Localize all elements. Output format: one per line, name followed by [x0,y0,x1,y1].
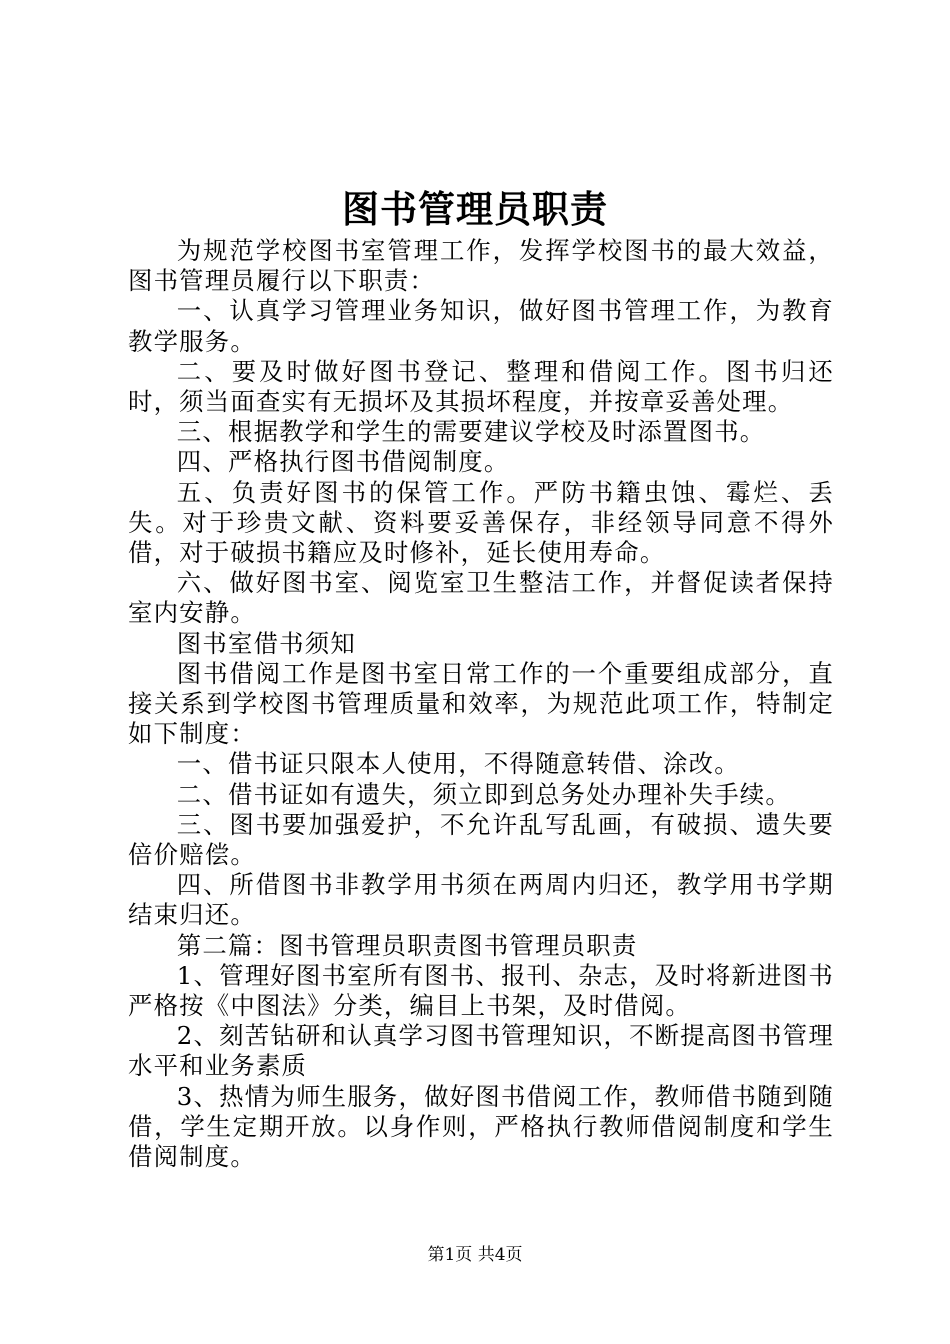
paragraph: 一、借书证只限本人使用，不得随意转借、涂改。 [176,749,740,779]
document-title: 图书管理员职责 [342,187,608,231]
document-body [128,236,834,1172]
paragraph: 二、要及时做好图书登记、整理和借阅工作。图书归还时，须当面查实有无损坏及其损坏程度，并按章妥善处理。 [128,356,834,417]
paragraph: 二、借书证如有遗失，须立即到总务处办理补失手续。 [176,779,791,809]
section-heading: 图书室借书须知 [176,628,356,658]
paragraph: 图书借阅工作是图书室日常工作的一个重要组成部分，直接关系到学校图书管理质量和效率，为规范此项工作，特制定如下制度： [128,658,834,749]
paragraph: 六、做好图书室、阅览室卫生整洁工作，并督促读者保持室内安静。 [128,568,834,628]
paragraph: 为规范学校图书室管理工作，发挥学校图书的最大效益，图书管理员履行以下职责： [128,236,834,296]
paragraph: 五、负责好图书的保管工作。严防书籍虫蚀、霉烂、丢失。对于珍贵文献、资料要妥善保存，非经领导同意不得外借，对于破损书籍应及时修补，延长使用寿命。 [128,477,834,568]
paragraph: 四、所借图书非教学用书须在两周内归还，教学用书学期结束归还。 [128,870,834,930]
paragraph: 一、认真学习管理业务知识，做好图书管理工作，为教育教学服务。 [128,296,834,356]
paragraph: 1、管理好图书室所有图书、报刊、杂志，及时将新进图书严格按《中图法》分类，编目上书架，及时借阅。 [128,960,834,1021]
paragraph: 三、根据教学和学生的需要建议学校及时添置图书。 [176,417,766,447]
page-footer: 第1页 共4页 [427,1245,523,1265]
paragraph: 三、图书要加强爱护，不允许乱写乱画，有破损、遗失要倍价赔偿。 [128,809,834,870]
paragraph: 四、严格执行图书借阅制度。 [176,447,510,477]
paragraph: 2、刻苦钻研和认真学习图书管理知识，不断提高图书管理水平和业务素质 [128,1021,834,1081]
paragraph: 3、热情为师生服务，做好图书借阅工作，教师借书随到随借，学生定期开放。以身作则，严格执行教师借阅制度和学生借阅制度。 [128,1081,834,1172]
section-heading: 第二篇：图书管理员职责图书管理员职责 [176,930,638,960]
